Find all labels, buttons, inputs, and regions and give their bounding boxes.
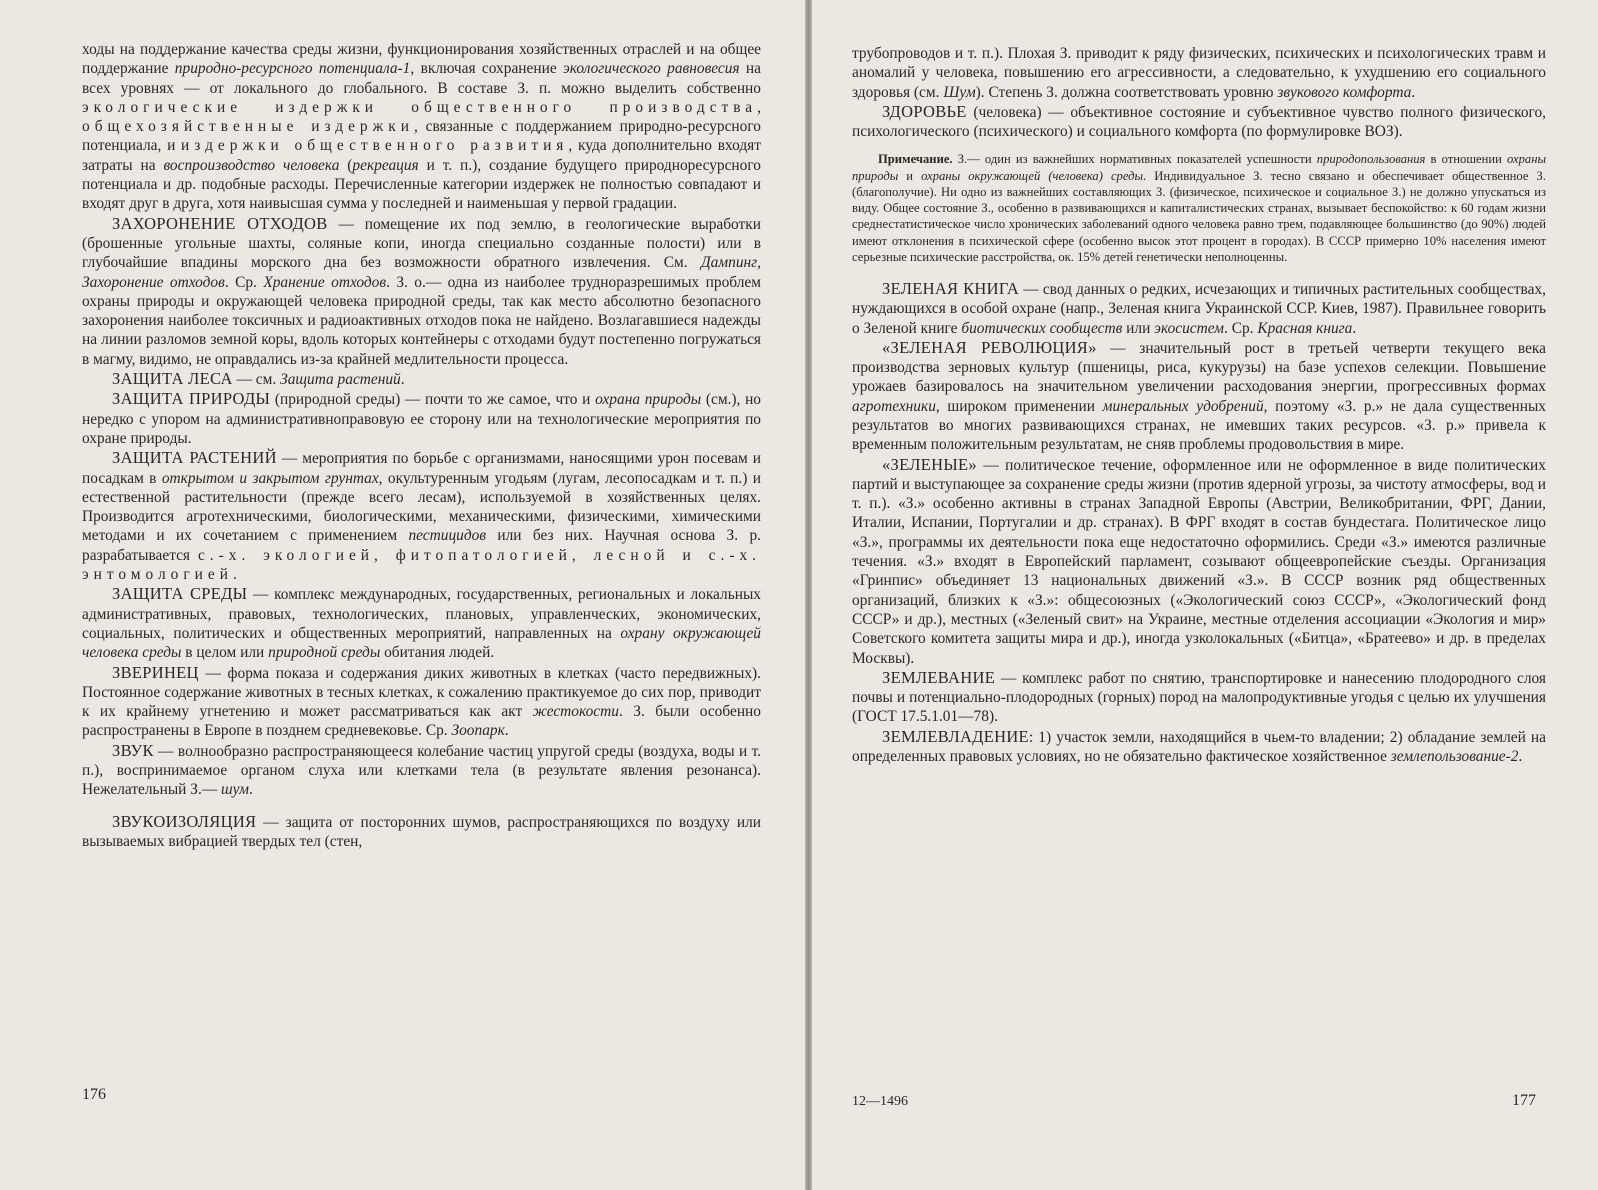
book-gutter	[805, 0, 812, 1190]
entry-zverinets: ЗВЕРИНЕЦ — форма показа и содержания диких животных в клетках (часто передвижных). Постоянное содержание животных в тесных клетках, к сожалению практикуемое до сих пор, приводит к их крайнему угнетению и может рассматриваться как акт жестокости. З. были особенно распространены в Европе в позднем средневековье. Ср. Зоопарк.	[82, 662, 761, 740]
left-page-text	[82, 40, 761, 851]
entry-zashchita-rasteniy: ЗАЩИТА РАСТЕНИЙ — мероприятия по борьбе с организмами, наносящими урон посевам и посадкам в открытом и закрытом грунтах, окультуренным угодьям (лугам, лесопосадкам и т. п.) и естественной растительности (прежде всего лесам), используемой в хозяйственных целях. Производится агротехническими, биологическими, механическими, физическими, химическими методами и их сочетанием с применением пестицидов или без них. Научная основа З. р. разрабатывается с.-х. экологией, фитопатологией, лесной и с.-х. энтомологией.	[82, 448, 762, 584]
headword: ЗЕЛЕНАЯ КНИГА	[882, 278, 1020, 298]
headword: «ЗЕЛЕНАЯ РЕВОЛЮЦИЯ»	[882, 337, 1097, 357]
entry-zvukoizolyatsiya: ЗВУКОИЗОЛЯЦИЯ — защита от посторонних шумов, распространяющихся по воздуху или вызываемых вибрацией твердых тел (стен,	[82, 811, 761, 850]
entry-zemlevladenie: ЗЕМЛЕВЛАДЕНИЕ: 1) участок земли, находящийся в чьем-то владении; 2) обладание землей на определенных правовых условиях, но не обязательно фактическое хозяйственное землепользование-2.	[852, 726, 1546, 766]
page-number-left: 176	[82, 1086, 106, 1103]
right-page	[812, 0, 1598, 1190]
headword: ЗЕМЛЕВЛАДЕНИЕ	[882, 726, 1029, 746]
entry-zashchita-prirody: ЗАЩИТА ПРИРОДЫ (природной среды) — почти то же самое, что и охрана природы (см.), но нередко с упором на административноправовую ее сторону или на технологические мероприятия по охране природы.	[82, 389, 761, 447]
headword: ЗАЩИТА ПРИРОДЫ	[112, 389, 271, 409]
entry-continuation: трубопроводов и т. п.). Плохая З. приводит к ряду физических, психических и психологических травм и аномалий у человека, повышению его агрессивности, а следовательно, к ухудшению его социального здоровья (см. Шум). Степень З. должна соответствовать уровню звукового комфорта.	[852, 45, 1546, 101]
entry-continuation: ходы на поддержание качества среды жизни, функционирования хозяйственных отраслей и на общее поддержание природно-ресурсного потенциала-1, включая сохранение экологического равновесия на всех уровнях — от локального до глобального. В составе З. п. можно выделить собственно экологические издержки общественного производства, общехозяйственные издержки, связанные с поддержанием природно-ресурсного потенциала, и издержки общественного развития, куда дополнительно входят затраты на воспроизводство человека (рекреация и т. п.), создание будущего природноресурсного потенциала и др. подобные расходы. Перечисленные категории издержек не полностью совпадают и входят друг в друга, хотя наивысшая сумма у последней и наименьшая у первой градации.	[82, 41, 761, 213]
note-label: Примечание.	[878, 152, 953, 167]
headword: «ЗЕЛЕНЫЕ»	[882, 454, 977, 474]
entry-zelenye: «ЗЕЛЕНЫЕ» — политическое течение, оформленное или не оформленное в виде политических партий и выступающее за сохранение среды жизни (против ядерной угрозы, за чистоту атмосферы, вод и т. п.). «З.» особенно активны в странах Западной Европы (Австрии, Великобритании, ФРГ, Дании, Италии, Испании, Португалии и др. странах). В ФРГ входят в состав бундестага. Политическое лицо «З.», программы их деятельности пока еще недостаточно оформились. Среди «З.» имеются различные течения. «З.» входят в Европейский парламент, созывают общеевропейские съезды. Организация «Гринпис» объединяет 13 национальных движений «З.». В СССР возник ряд общественных организаций, близких к «З.»: общесоюзных («Экологический союз СССР», «Экологический фонд СССР» и др.), местных («Зеленый свит» на Украине, местные отделения ассоциации «Экология и мир» Советского комитета защиты мира и др.), иногда узколокальных («Битца», «Братеево» и др. в пределах Москвы).	[852, 454, 1546, 667]
entry-zashchita-lesa: ЗАЩИТА ЛЕСА — см. Защита растений.	[112, 369, 405, 389]
entry-zashchita-sredy: ЗАЩИТА СРЕДЫ — комплекс международных, государственных, региональных и локальных административных, правовых, технологических, плановых, управленческих, экономических, социальных, политических и общественных мероприятий, направленных на охрану окружающей человека среды в целом или природной среды обитания людей.	[82, 584, 761, 662]
page-number-right: 177	[1512, 1092, 1536, 1109]
headword: ЗВУК	[112, 740, 154, 760]
entry-zvuk: ЗВУК — волнообразно распространяющееся колебание частиц упругой среды (воздуха, воды и т. п.), воспринимаемое органом слуха или клетками тела (в результате явления резонанса). Нежелательный З.— шум.	[82, 740, 761, 799]
headword: ЗВЕРИНЕЦ	[112, 662, 199, 682]
entry-zelenaya-kniga: ЗЕЛЕНАЯ КНИГА — свод данных о редких, исчезающих и типичных растительных сообществах, нуждающихся в особой охране (напр., Зеленая книга Украинской ССР. Киев, 1987). Правильнее говорить о Зеленой книге биотических сообществ или экосистем. Ср. Красная книга.	[852, 278, 1546, 337]
headword: ЗАХОРОНЕНИЕ ОТХОДОВ	[112, 213, 328, 233]
entry-zelenaya-revolyutsiya: «ЗЕЛЕНАЯ РЕВОЛЮЦИЯ» — значительный рост в третьей четверти текущего века производства зерновых культур (пшеницы, риса, кукурузы) на базе успехов селекции. Повышение урожаев базировалось на значительном увеличении расходования энергии, прогрессивных формах агротехники, широком применении минеральных удобрений, поэтому «З. р.» не дала существенных результатов во многих развивающихся странах, не имевших таких ресурсов. «З. р.» привела к временным положительным результатам, не сняв проблемы продовольствия в мире.	[852, 337, 1547, 454]
headword: ЗЕМЛЕВАНИЕ	[882, 667, 996, 687]
entry-zakhoronenie-otkhodov: ЗАХОРОНЕНИЕ ОТХОДОВ — помещение их под землю, в геологические выработки (брошенные угольные шахты, соляные копи, иногда специально созданные полости) или в глубочайшие впадины морского дна без возможности обратного извлечения. См. Дампинг, Захоронение отходов. Ср. Хранение отходов. З. о.— одна из наиболее трудноразрешимых проблем охраны природы и окружающей человека природной среды, так как место абсолютно безопасного захоронения наиболее токсичных и радиоактивных отходов пока не найдено. Возлагавшиеся надежды на линии разломов земной коры, вдоль которых контейнеры с отходами будут постепенно погружаться в магму, видимо, не оправдались из-за крайней медлительности процесса.	[82, 213, 761, 368]
printer-signature: 12—1496	[852, 1094, 908, 1109]
entry-zdorovye: ЗДОРОВЬЕ (человека) — объективное состояние и субъективное чувство полного физического, психологического (психического) и социального комфорта (по формулировке ВОЗ).	[852, 101, 1546, 141]
headword: ЗАЩИТА ЛЕСА	[112, 369, 233, 389]
right-page-text	[852, 44, 1546, 766]
headword: ЗДОРОВЬЕ	[882, 101, 967, 121]
entry-zemlevanie: ЗЕМЛЕВАНИЕ — комплекс работ по снятию, транспортировке и нанесению плодородного слоя почвы и потенциально-плодородных (горных) пород на малопродуктивные угодья с целью их улучшения (ГОСТ 17.5.1.01—78).	[852, 667, 1546, 726]
headword: ЗВУКОИЗОЛЯЦИЯ	[112, 811, 257, 831]
headword: ЗАЩИТА СРЕДЫ	[112, 584, 248, 604]
note-block: Примечание. З.— один из важнейших нормативных показателей успешности природопользования в отношении охраны природы и охраны окружающей (человека) среды. Индивидуальное З. тесно связано и обеспечивает общественное З. (благополучие). Ни одно из важнейших составляющих З. (физическое, психическое и социальное З.) не должно упускаться из виду. Общее состояние З., особенно в развивающихся и капиталистических странах, вызывает беспокойство: к 60 годам жизни среднестатистическое число хронических заболеваний одного человека равно трем, подавляющее большинство (до 90%) людей имеют отклонения в психической сфере (особенно высок этот процент в городах). В СССР примерно 10% населения имеют серьезные психические расстройства, ок. 15% детей генетически неполноценны.	[852, 152, 1547, 264]
headword: ЗАЩИТА РАСТЕНИЙ	[112, 448, 277, 468]
